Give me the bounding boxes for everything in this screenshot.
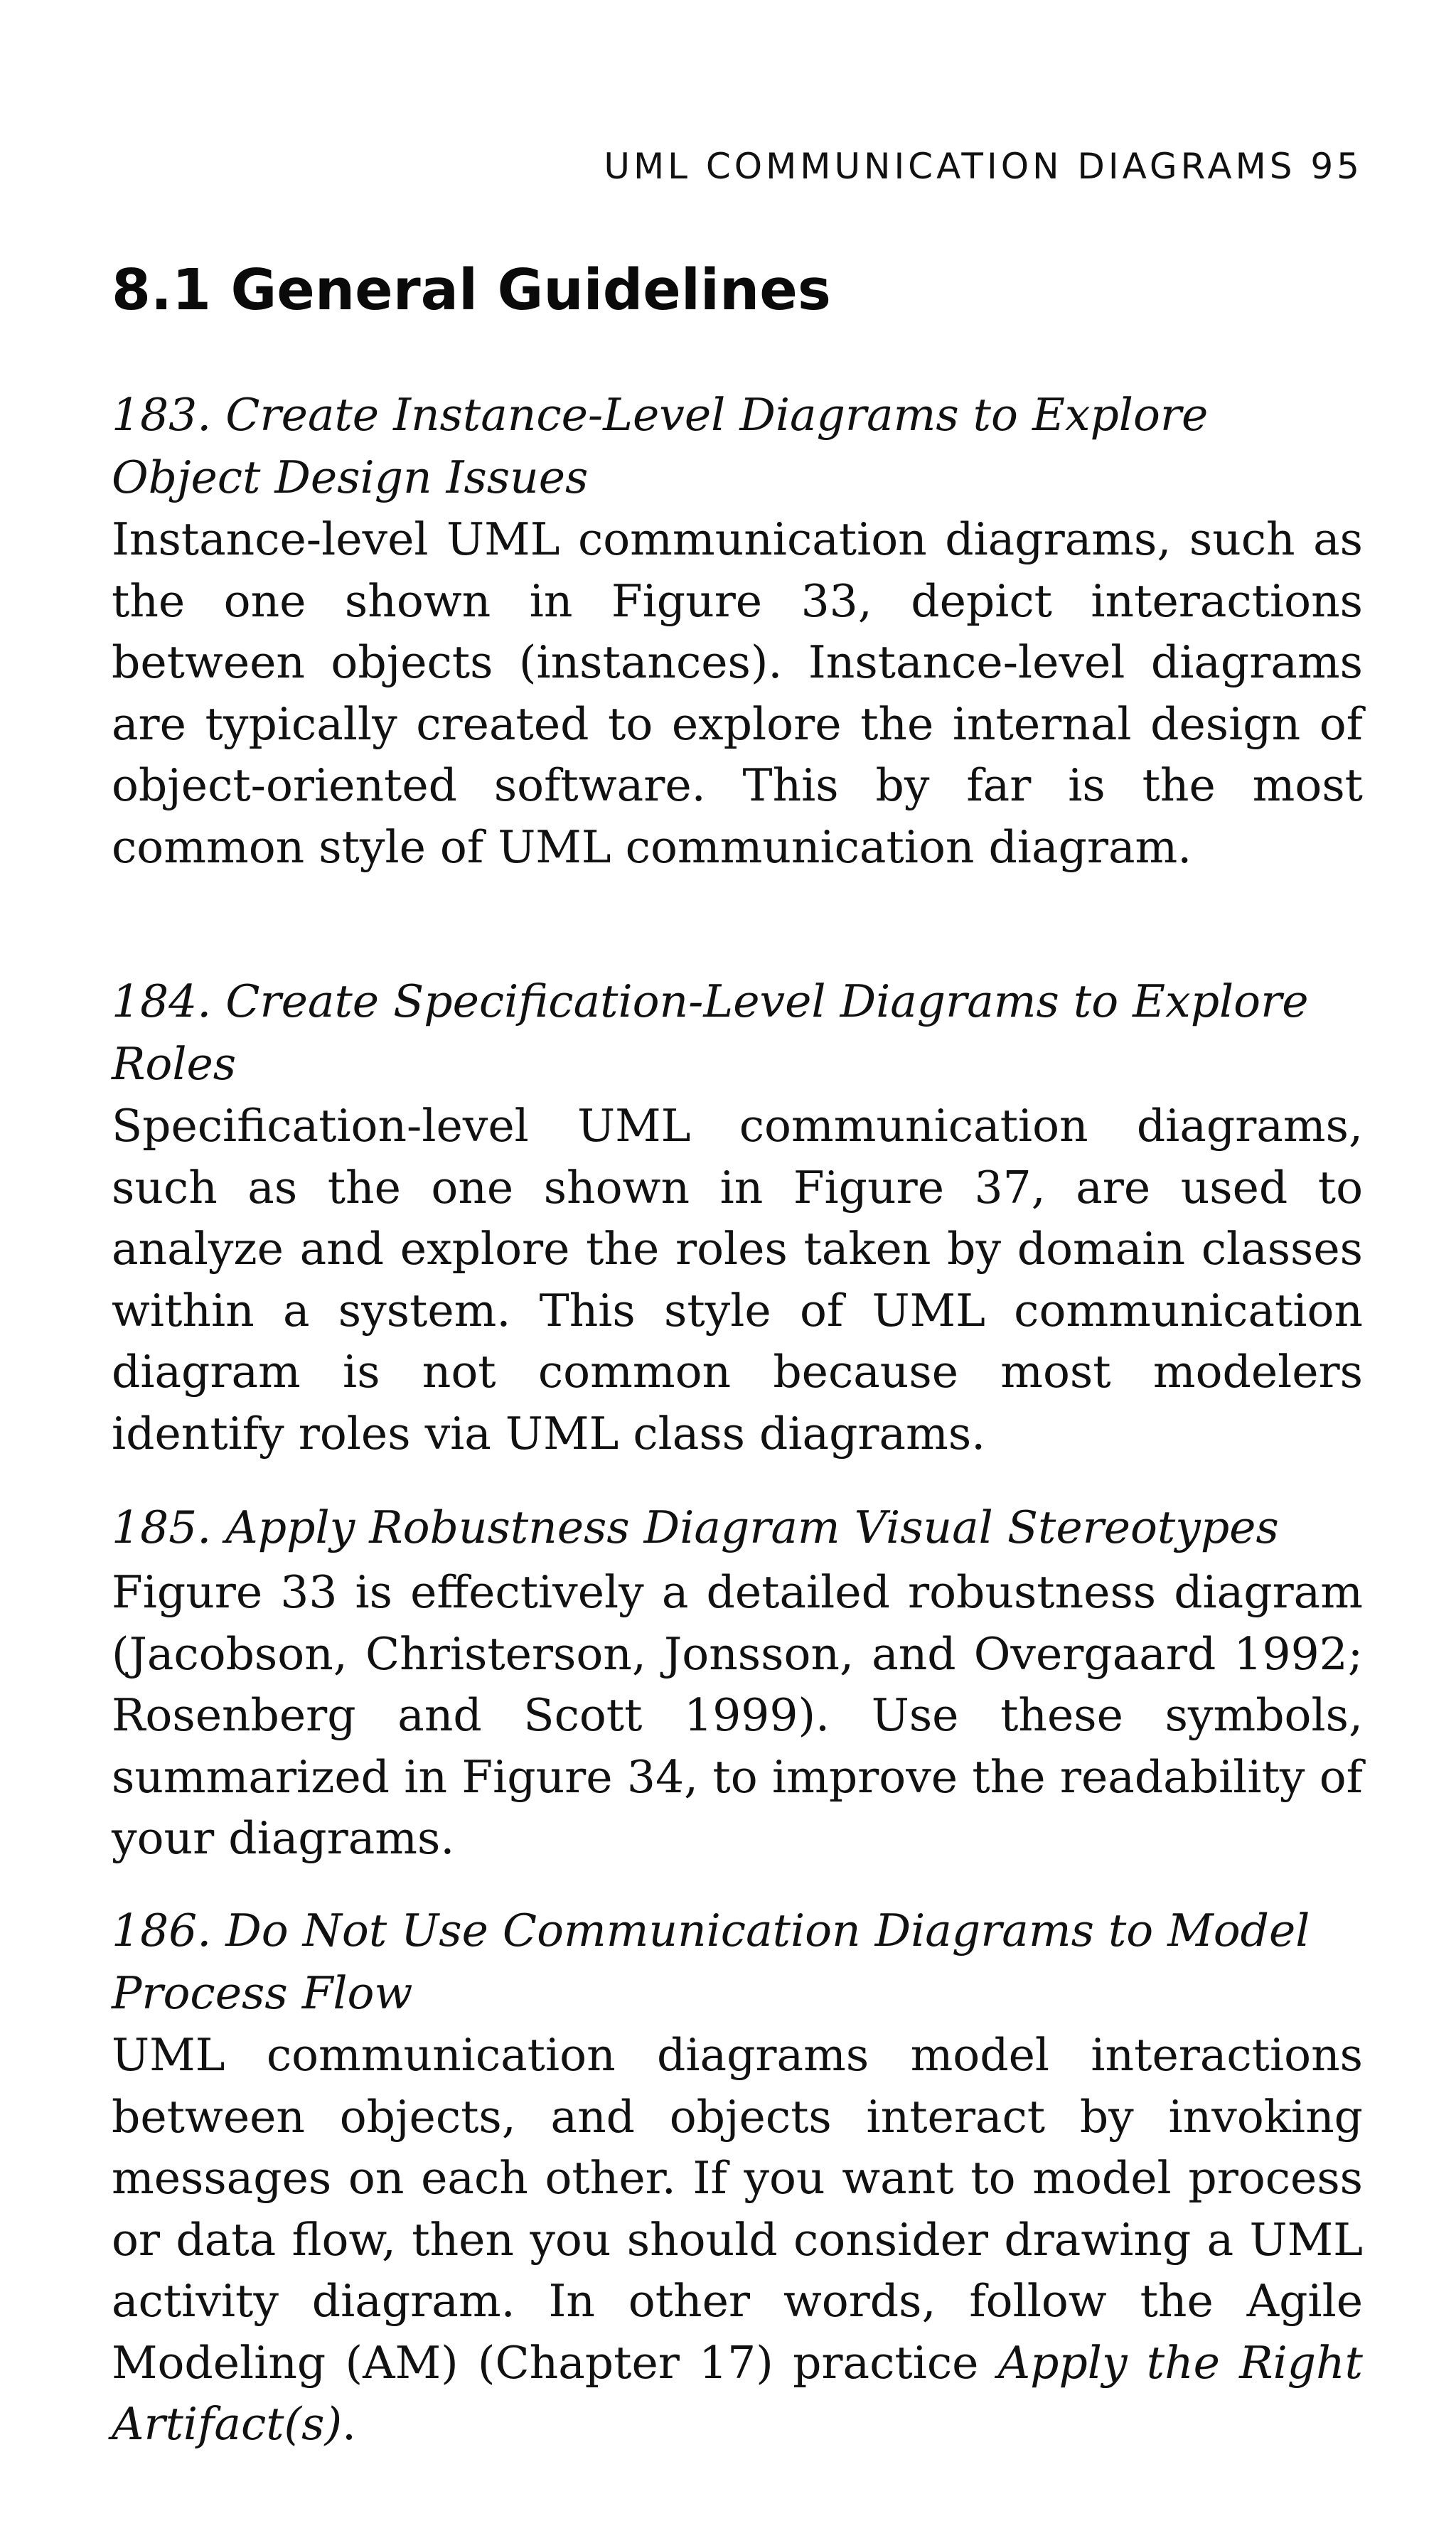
guideline-body-end: . — [342, 2398, 357, 2450]
guideline-title: 183. Create Instance-Level Diagrams to Explore Object Design Issues — [112, 389, 1209, 503]
guideline-186 — [112, 1900, 1363, 2456]
guideline-body-emphasis: Apply the Right Artifact(s) — [112, 2336, 1363, 2450]
book-page — [112, 0, 1363, 2548]
guideline-title: 186. Do Not Use Communication Diagrams to Model Process Flow — [112, 1905, 1310, 2019]
guideline-body — [112, 2025, 1363, 2456]
guideline-body: Figure 33 is effectively a detailed robustness diagram (Jacobson, Christerson, Jonsson, and Overgaard 1992; Rosenberg and Scott 1999). Use these symbols, summarized in Figure 34, to improve the readability of your diagrams. — [112, 1566, 1363, 1864]
guideline-title: 185. Apply Robustness Diagram Visual Stereotypes — [112, 1502, 1279, 1553]
section-title: 8.1 General Guidelines — [112, 257, 831, 323]
guideline-title: 184. Create Specification-Level Diagrams to Explore Roles — [112, 975, 1309, 1090]
guideline-184 — [112, 970, 1363, 1465]
running-head: UML COMMUNICATION DIAGRAMS 95 — [604, 146, 1363, 187]
guideline-183 — [112, 384, 1363, 878]
guideline-body-text: UML communication diagrams model interactions between objects, and objects interact by invoking messages on each other. If you want to model process or data flow, then you should consider drawing a UML activity diagram. In other words, follow the Agile Modeling (AM) (Chapter 17) practice — [112, 2029, 1363, 2389]
guideline-185 — [112, 1497, 1363, 1870]
guideline-body: Instance-level UML communication diagrams, such as the one shown in Figure 33, depict interactions between objects (instances). Instance-level diagrams are typically created to explore the internal design of object-oriented software. This by far is the most common style of UML communication diagram. — [112, 513, 1363, 873]
guideline-body: Specification-level UML communication diagrams, such as the one shown in Figure 37, are used to analyze and explore the roles taken by domain classes within a system. This style of UML communication diagram is not common because most modelers identify roles via UML class diagrams. — [112, 1100, 1363, 1460]
